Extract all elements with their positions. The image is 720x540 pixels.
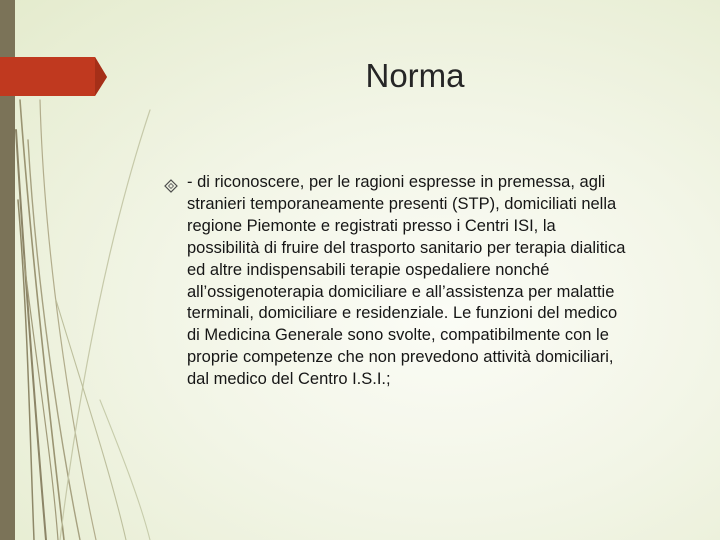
bullet-line: possibilità di fruire del trasporto sanitario per terapia dialitica [187, 238, 626, 257]
slide-title: Norma [365, 57, 465, 94]
bullet-line: all’ossigenoterapia domiciliare e all’assistenza per malattie [187, 282, 615, 301]
bullet-line: stranieri temporaneamente presenti (STP), domiciliati nella [187, 194, 617, 213]
bullet-line: di Medicina Generale sono svolte, compatibilmente con le [187, 326, 609, 345]
bullet-line: proprie competenze che non prevedono attività domiciliari, [187, 348, 614, 367]
bullet-paragraph [187, 172, 677, 391]
bullet-line: regione Piemonte e registrati presso i Centri ISI, la [187, 216, 556, 235]
bullet-line: dal medico del Centro I.S.I.; [187, 370, 391, 389]
bullet-line: - di riconoscere, per le ragioni espresse in premessa, agli [187, 173, 606, 191]
diamond-outline-icon [164, 179, 178, 193]
bullet-line: terminali, domiciliare e residenziale. Le funzioni del medico [187, 304, 618, 323]
title-accent-tab [0, 0, 120, 100]
bullet-line: ed altre indispensabili terapie ospedaliere nonché [187, 260, 550, 279]
